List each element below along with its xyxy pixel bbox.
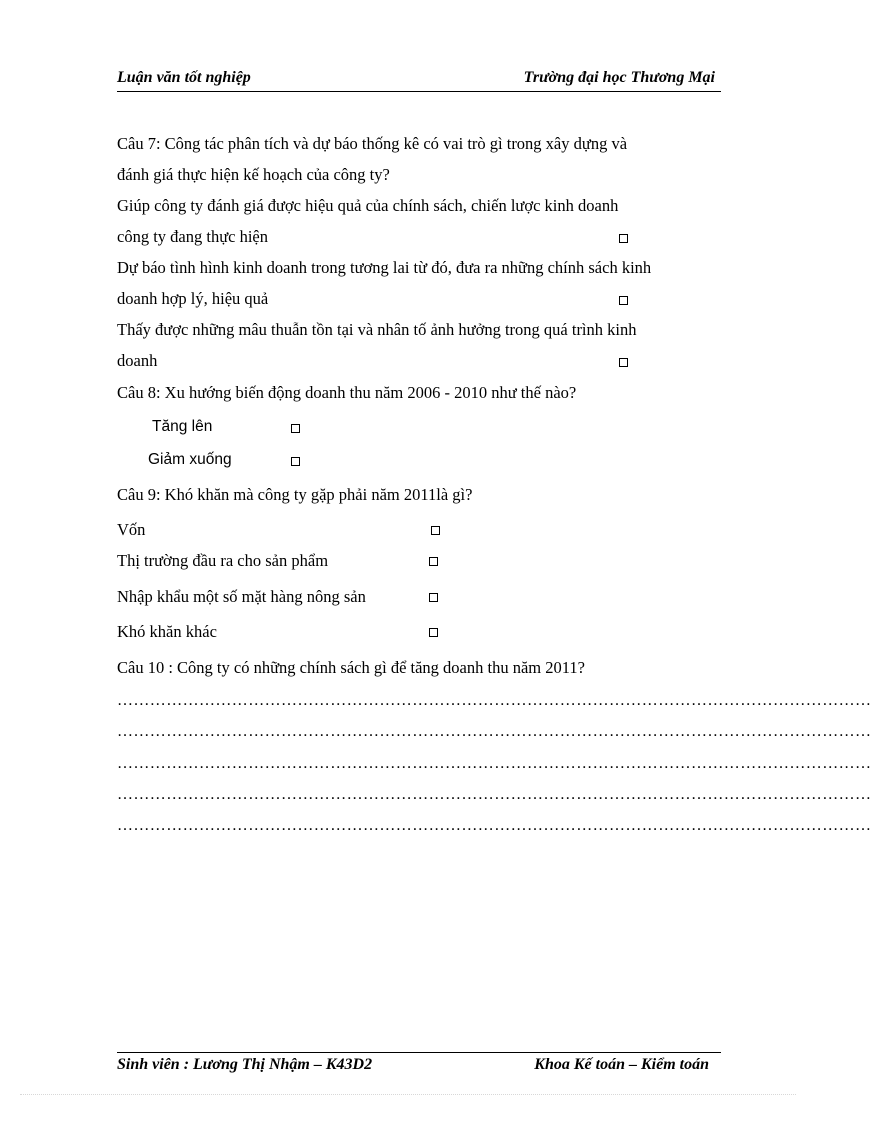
- footer-left: Sinh viên : Lương Thị Nhậm – K43D2: [117, 1056, 373, 1073]
- q8-option-increase-checkbox[interactable]: [291, 424, 300, 433]
- q8-option-increase: Tăng lên: [152, 418, 213, 435]
- q7-option3-line1: Thấy được những mâu thuẫn tồn tại và nhân tố ảnh hưởng trong quá trình kinh: [117, 320, 637, 339]
- q7-option3-line2: doanh: [117, 351, 158, 370]
- footer-rule: [117, 1052, 721, 1053]
- q9-option-capital-checkbox[interactable]: [431, 526, 440, 535]
- q7-option2-checkbox[interactable]: [619, 296, 628, 305]
- q9-option-other: Khó khăn khác: [117, 622, 217, 641]
- q9-question: Câu 9: Khó khăn mà công ty gặp phải năm 2011là gì?: [117, 485, 473, 504]
- page-bottom-dotted-line: [20, 1094, 796, 1095]
- q7-option3-checkbox[interactable]: [619, 358, 628, 367]
- q9-option-import: Nhập khẩu một số mặt hàng nông sản: [117, 587, 366, 606]
- q8-option-decrease: Giảm xuống: [148, 451, 232, 468]
- q10-question: Câu 10 : Công ty có những chính sách gì để tăng doanh thu năm 2011?: [117, 658, 585, 677]
- q7-option2-line1: Dự báo tình hình kinh doanh trong tương lai từ đó, đưa ra những chính sách kinh: [117, 258, 652, 277]
- q10-answer-line-3[interactable]: …………………………………………………………………………………………………………………………: [117, 755, 871, 772]
- q9-option-market-checkbox[interactable]: [429, 557, 438, 566]
- q10-answer-line-2[interactable]: …………………………………………………………………………………………………………………………: [117, 723, 871, 740]
- q7-option1-line1: Giúp công ty đánh giá được hiệu quả của chính sách, chiến lược kinh doanh: [117, 196, 619, 215]
- q9-option-import-checkbox[interactable]: [429, 593, 438, 602]
- q9-option-market: Thị trường đầu ra cho sản phẩm: [117, 551, 329, 570]
- q7-question-line2: đánh giá thực hiện kế hoạch của công ty?: [117, 165, 390, 184]
- q10-answer-line-1[interactable]: …………………………………………………………………………………………………………………………: [117, 692, 871, 709]
- q9-option-capital: Vốn: [117, 520, 146, 539]
- q8-option-decrease-checkbox[interactable]: [291, 457, 300, 466]
- q7-option1-checkbox[interactable]: [619, 234, 628, 243]
- q7-option2-line2: doanh hợp lý, hiệu quả: [117, 289, 269, 308]
- q7-question-line1: Câu 7: Công tác phân tích và dự báo thống kê có vai trò gì trong xây dựng và: [117, 134, 628, 153]
- q8-question: Câu 8: Xu hướng biến động doanh thu năm 2006 - 2010 như thế nào?: [117, 383, 577, 402]
- header-rule: [117, 91, 721, 92]
- q9-option-other-checkbox[interactable]: [429, 628, 438, 637]
- q10-answer-line-5[interactable]: …………………………………………………………………………………………………………………………: [117, 817, 871, 834]
- header-right: Trường đại học Thương Mại: [523, 69, 715, 86]
- footer-right: Khoa Kế toán – Kiểm toán: [534, 1056, 709, 1073]
- q7-option1-line2: công ty đang thực hiện: [117, 227, 268, 246]
- q10-answer-line-4[interactable]: …………………………………………………………………………………………………………………………: [117, 786, 871, 803]
- header-left: Luận văn tốt nghiệp: [117, 69, 251, 86]
